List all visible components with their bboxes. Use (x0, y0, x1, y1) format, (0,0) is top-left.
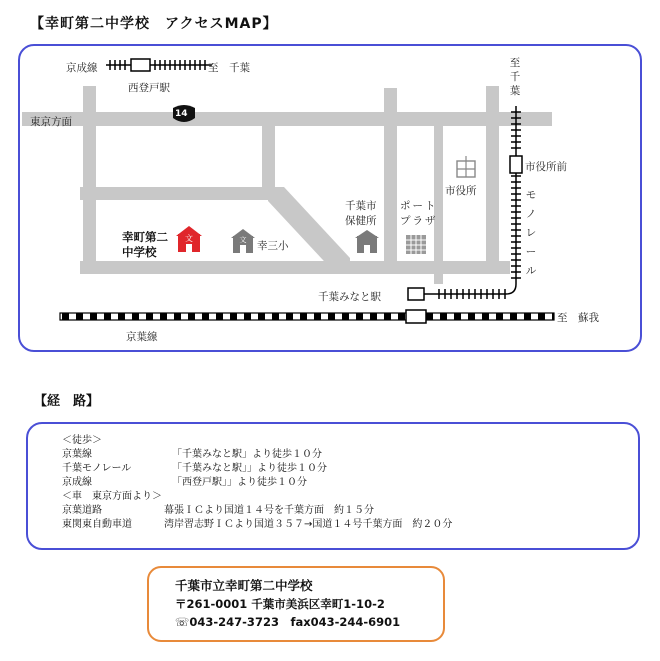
walk-row-line: 千葉モノレール (62, 463, 132, 474)
keiyo-line-label: 京葉線 (126, 331, 158, 343)
walk-row-line: 京葉線 (62, 449, 92, 460)
shiyakushomae-station-label: 市役所前 (525, 161, 567, 173)
access-map (18, 44, 642, 352)
car-row-desc: 幕張ＩＣより国道１４号を千葉方面 約１５分 (164, 505, 374, 516)
health-center-label (345, 199, 377, 229)
road-diagonal (268, 187, 350, 274)
address-box (147, 566, 445, 642)
postal-address: 〒261-0001 千葉市美浜区幸町1-10-2 (175, 597, 385, 611)
city-hall-icon (457, 156, 475, 177)
tokyo-direction-label: 東京方面 (30, 116, 72, 128)
school-icon (176, 226, 202, 252)
car-row-desc: 湾岸習志野ＩＣより国道３５７→国道１４号千葉方面 約２０分 (164, 519, 453, 530)
monorail-label: モノレール (525, 189, 537, 277)
chiba-destination-label: 至千葉 (509, 57, 521, 97)
school-label-line2: 中学校 (122, 245, 157, 259)
road-vertical-1 (83, 86, 96, 271)
car-row-road: 京葉道路 (62, 505, 102, 516)
school-label (122, 230, 168, 260)
keisei-line (106, 59, 212, 71)
elementary-school-label: 幸三小 (257, 240, 289, 252)
nishinoboto-station-label: 西登戸駅 (128, 82, 170, 94)
phone-fax: ☏043-247-3723 fax043-244-6901 (175, 615, 401, 629)
nishinoboto-station-marker (131, 59, 150, 71)
car-header: ＜車 東京方面より＞ (62, 491, 162, 502)
svg-text:文: 文 (239, 236, 247, 244)
page-title: 【幸町第二中学校 アクセスMAP】 (30, 16, 278, 32)
elementary-school-icon (231, 229, 255, 253)
walk-row-desc: 「千葉みなと駅」より徒歩１０分 (172, 449, 322, 460)
road-vertical-5 (486, 86, 499, 274)
walk-row-line: 京成線 (62, 477, 92, 488)
route14-number: 14 (175, 109, 188, 119)
school-full-name: 千葉市立幸町第二中学校 (175, 578, 313, 593)
chibaminato-monorail-marker (408, 288, 424, 300)
svg-text:文: 文 (185, 234, 193, 243)
route-box (26, 422, 640, 550)
health-center-label-line1: 千葉市 (345, 200, 377, 212)
shiyakushomae-station-marker (510, 156, 522, 173)
health-center-icon (355, 230, 379, 253)
soga-destination-label: 至 蘇我 (557, 312, 599, 324)
walk-row-desc: 「西登戸駅」」より徒歩１０分 (172, 477, 307, 488)
road-vertical-3 (384, 88, 397, 274)
port-plaza-label-line1: ポート (400, 200, 438, 212)
port-plaza-label (400, 199, 438, 229)
road-route14 (22, 112, 552, 126)
map-canvas (20, 46, 644, 354)
health-center-label-line2: 保健所 (345, 215, 377, 227)
port-plaza-icon (406, 235, 426, 254)
port-plaza-label-line2: プラザ (400, 215, 438, 227)
keiyo-line (60, 310, 554, 323)
city-hall-label: 市役所 (445, 185, 477, 197)
road-vertical-2 (262, 124, 275, 194)
walk-header: ＜徒歩＞ (62, 435, 102, 446)
route-heading: 【経 路】 (34, 394, 100, 409)
chibaminato-station-label: 千葉みなと駅 (318, 291, 381, 303)
road-horizontal-low (80, 261, 510, 274)
car-row-road: 東関東自動車道 (62, 519, 132, 530)
keisei-line-label: 京成線 (66, 62, 98, 74)
chibaminato-keiyo-marker (406, 310, 426, 323)
walk-row-desc: 「千葉みなと駅」」より徒歩１０分 (172, 463, 327, 474)
keisei-destination-label: 至 千葉 (208, 62, 250, 74)
road-horizontal-mid (80, 187, 280, 200)
school-label-line1: 幸町第二 (122, 230, 168, 244)
